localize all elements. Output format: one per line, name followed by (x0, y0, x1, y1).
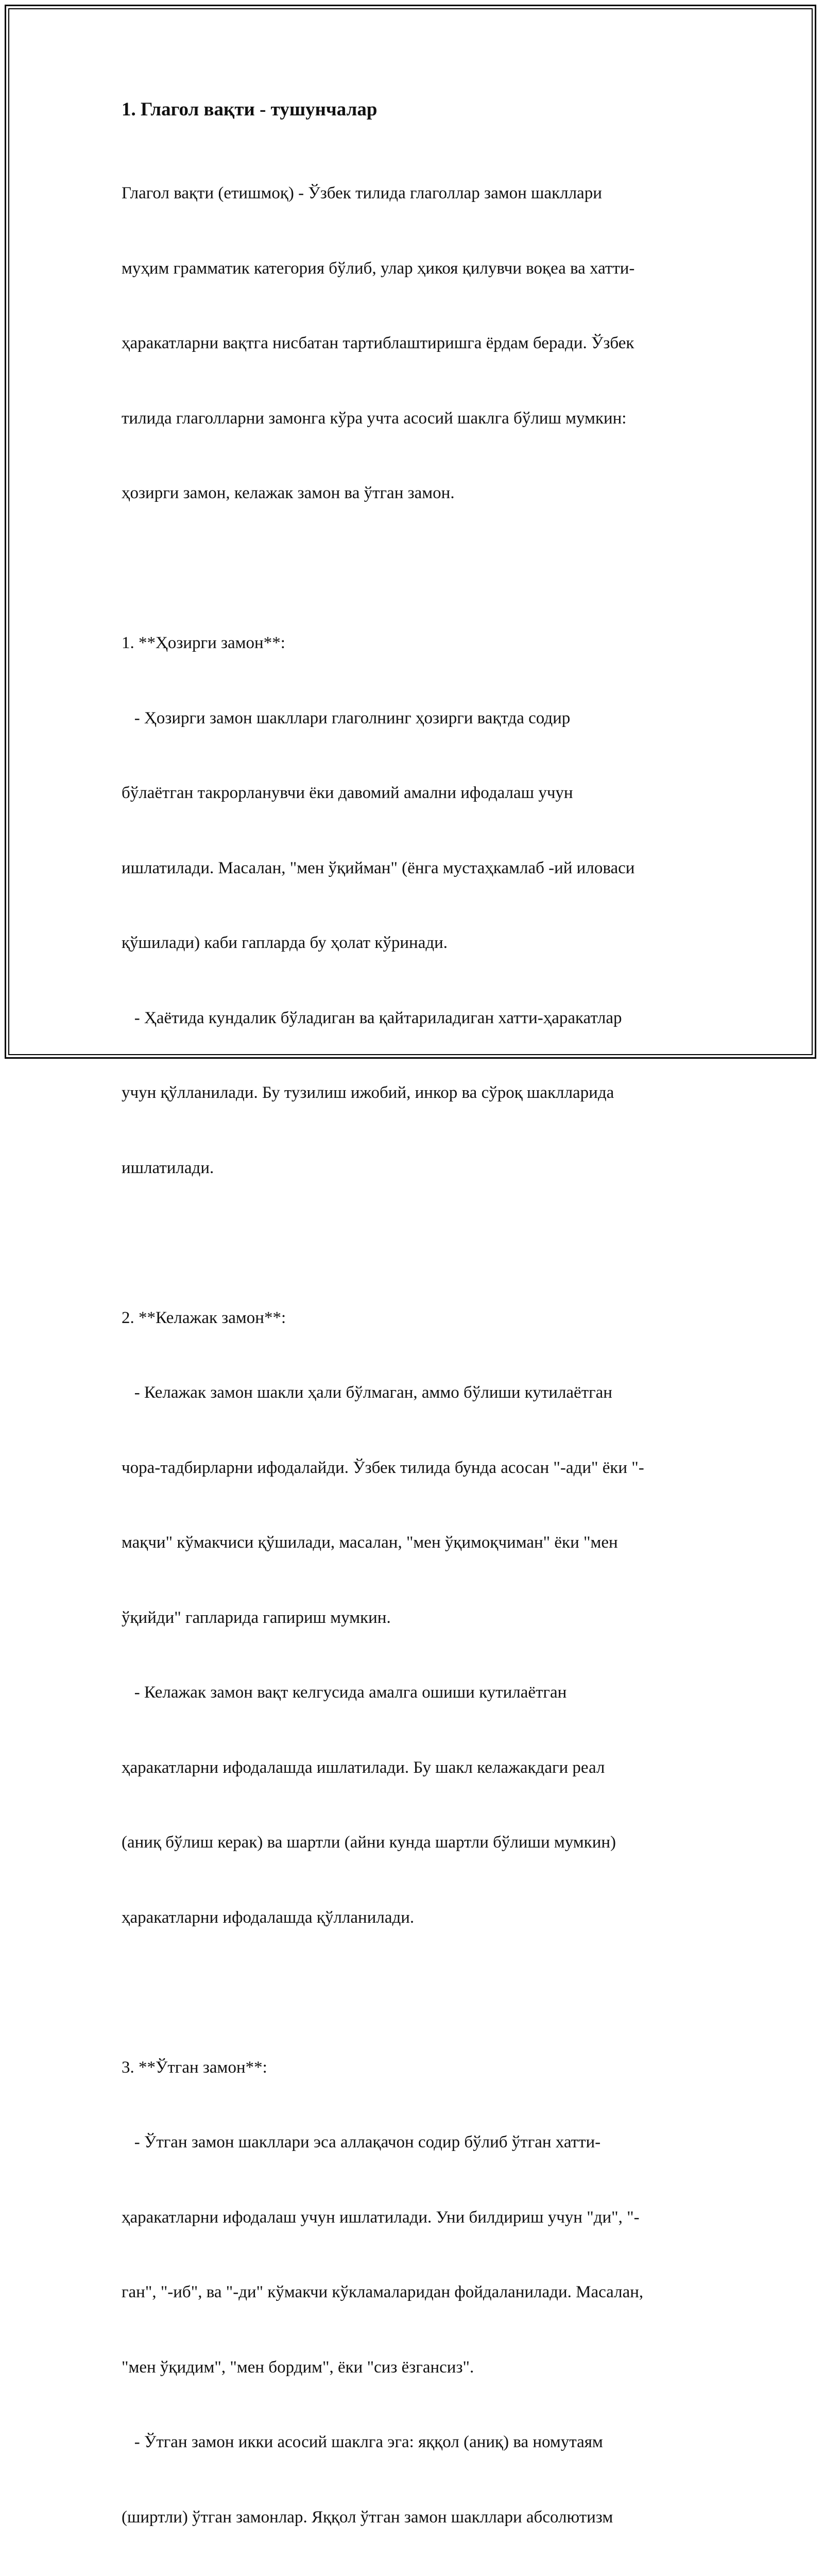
text-line: қўшилади) каби гапларда бу ҳолат кўринади. (122, 934, 448, 952)
blank-line (122, 1980, 709, 2005)
text-line: ҳозирги замон, келажак замон ва ўтган замон. (122, 484, 455, 502)
text-line: учун қўлланилади. Бу тузилиш ижобий, инкор ва сўроқ шаклларида (122, 1083, 614, 1102)
text-line: - Ҳозирги замон шакллари глаголнинг ҳозирги вақтда содир (122, 708, 571, 727)
document-title: 1. Глагол вақти - тушунчалар (122, 99, 377, 120)
blank-line (122, 556, 709, 581)
text-line: ҳаракатларни ифодалашда ишлатилади. Бу шакл келажакдаги реал (122, 1758, 605, 1777)
text-line: - Келажак замон шакли ҳали бўлмаган, аммо бўлиши кутилаётган (122, 1383, 612, 1402)
section-heading: 3. **Ўтган замон**: (122, 2058, 267, 2077)
text-line: - Келажак замон вақт келгусида амалга ошиши кутилаётган (122, 1683, 567, 1702)
blank-line (122, 1230, 709, 1256)
document-body (122, 131, 709, 2576)
text-line: ишлатилади. (122, 1158, 214, 1177)
text-line: ҳаракатларни вақтга нисбатан тартиблаштиришга ёрдам беради. Ўзбек (122, 334, 634, 352)
section-heading: 2. **Келажак замон**: (122, 1308, 286, 1327)
text-line: ҳаракатларни ифодалашда қўлланилади. (122, 1908, 415, 1927)
text-line: чора-тадбирларни ифодалайди. Ўзбек тилида бунда асосан "-ади" ёки "- (122, 1458, 644, 1477)
text-line: - Ҳаётида кундалик бўладиган ва қайтариладиган хатти-ҳаракатлар (122, 1008, 622, 1027)
text-line: - Ўтган замон шакллари эса аллақачон содир бўлиб ўтган хатти- (122, 2133, 601, 2151)
text-line: (ширтли) ўтган замонлар. Яққол ўтган замон шакллари абсолютизм (122, 2507, 613, 2527)
text-line: мақчи" кўмакчиси қўшилади, масалан, "мен ўқимоқчиман" ёки "мен (122, 1533, 618, 1552)
text-line: тилида глаголларни замонга кўра учта асосий шаклга бўлиш мумкин: (122, 409, 627, 428)
text-line: ўқийди" гапларида гапириш мумкин. (122, 1608, 391, 1627)
text-line: муҳим грамматик категория бўлиб, улар ҳикоя қилувчи воқеа ва хатти- (122, 259, 635, 278)
text-line: бўлаётган такрорланувчи ёки давомий амални ифодалаш учун (122, 784, 573, 802)
text-line: ҳаракатларни ифодалаш учун ишлатилади. Уни билдириш учун "ди", "- (122, 2208, 640, 2227)
text-line: ишлатилади. Масалан, "мен ўқийман" (ёнга мустаҳкамлаб -ий иловаси (122, 858, 635, 877)
section-heading: 1. **Ҳозирги замон**: (122, 634, 285, 652)
text-line: Глагол вақти (етишмоқ) - Ўзбек тилида глаголлар замон шакллари (122, 184, 602, 202)
text-line: ган", "-иб", ва "-ди" кўмакчи кўкламаларидан фойдаланилади. Масалан, (122, 2283, 644, 2301)
text-line: - Ўтган замон икки асосий шаклга эга: яққол (аниқ) ва номутаям (122, 2433, 603, 2451)
text-line: (аниқ бўлиш керак) ва шартли (айни кунда шартли бўлиши мумкин) (122, 1833, 616, 1852)
text-line: "мен ўқидим", "мен бордим", ёки "сиз ёзгансиз". (122, 2358, 474, 2377)
document-content (122, 96, 709, 2576)
